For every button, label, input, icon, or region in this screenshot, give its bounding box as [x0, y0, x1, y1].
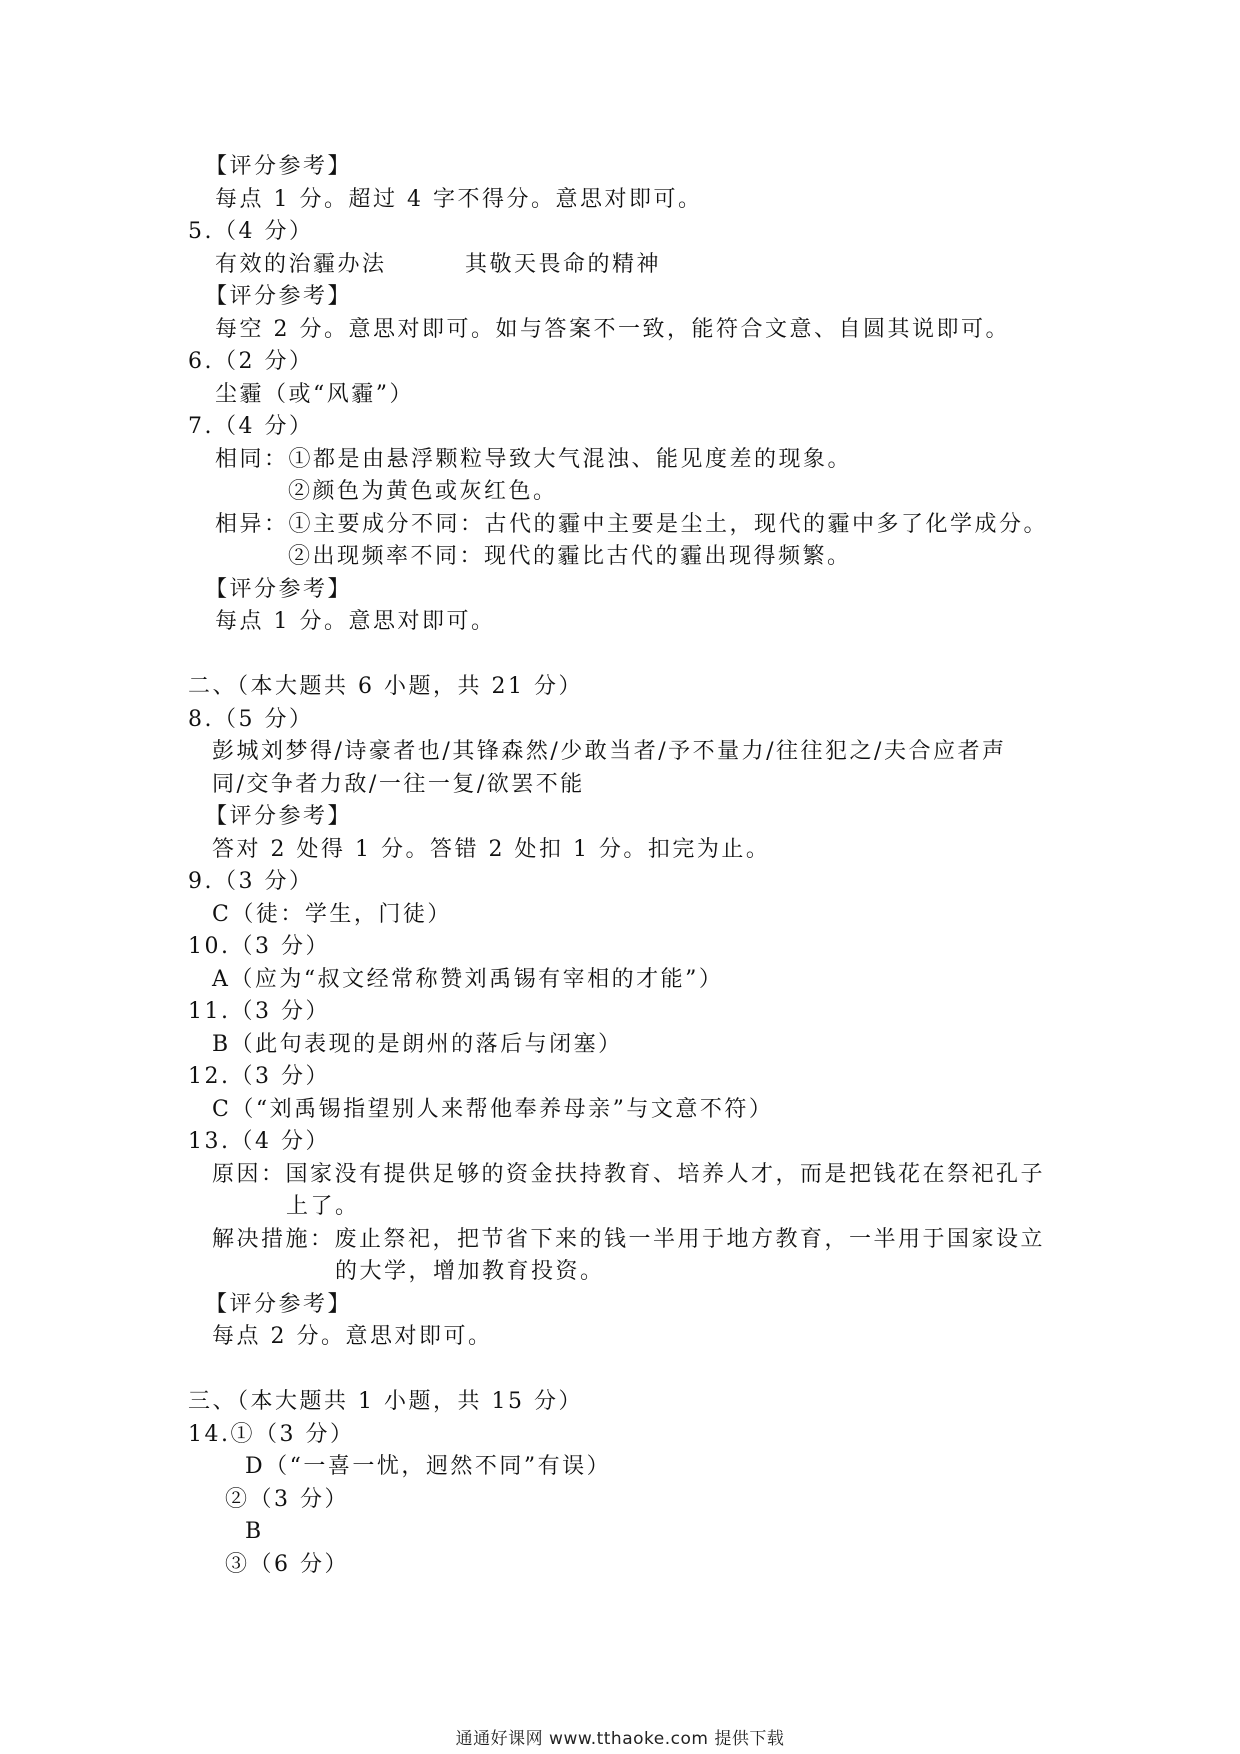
line-17: 8.（5 分）	[188, 707, 314, 732]
line-40: ②（3 分）	[225, 1487, 349, 1512]
line-6: 每空 2 分。意思对即可。如与答案不一致，能符合文意、自圆其说即可。	[215, 317, 1010, 342]
line-4b: 其敬天畏命的精神	[465, 252, 662, 277]
line-23: C（徒：学生，门徒）	[212, 902, 452, 927]
line-26: 11.（3 分）	[188, 999, 330, 1024]
section-two-heading: 二、（本大题共 6 小题，共 21 分）	[188, 674, 583, 699]
line-13: ②出现频率不同：现代的霾比古代的霾出现得频繁。	[288, 544, 852, 569]
line-15: 每点 1 分。意思对即可。	[215, 609, 496, 634]
line-41: B	[245, 1519, 264, 1544]
line-14: 【评分参考】	[205, 577, 353, 602]
line-22: 9.（3 分）	[188, 869, 314, 894]
line-1: 【评分参考】	[205, 154, 353, 179]
line-11: ②颜色为黄色或灰红色。	[288, 479, 558, 504]
section-three-heading: 三、（本大题共 1 小题，共 15 分）	[188, 1389, 583, 1414]
line-29: C（“刘禹锡指望别人来帮他奉养母亲”与文意不符）	[212, 1097, 774, 1122]
line-34: 的大学，增加教育投资。	[335, 1259, 605, 1284]
line-20: 【评分参考】	[205, 804, 353, 829]
line-12: 相异：①主要成分不同：古代的霾中主要是尘土，现代的霾中多了化学成分。	[215, 512, 1049, 537]
line-8: 尘霾（或“风霾”）	[215, 382, 414, 407]
line-25: A（应为“叔文经常称赞刘禹锡有宰相的才能”）	[212, 967, 724, 992]
line-33: 解决措施：废止祭祀，把节省下来的钱一半用于地方教育，一半用于国家设立	[212, 1227, 1046, 1252]
line-3: 5.（4 分）	[188, 219, 314, 244]
line-30: 13.（4 分）	[188, 1129, 330, 1154]
line-7: 6.（2 分）	[188, 349, 314, 374]
line-4a: 有效的治霾办法	[215, 252, 387, 277]
line-35: 【评分参考】	[205, 1292, 353, 1317]
line-2: 每点 1 分。超过 4 字不得分。意思对即可。	[215, 187, 703, 212]
line-5: 【评分参考】	[205, 284, 353, 309]
line-27: B（此句表现的是朗州的落后与闭塞）	[212, 1032, 623, 1057]
line-32: 上了。	[286, 1194, 360, 1219]
line-38: 14.①（3 分）	[188, 1422, 355, 1447]
line-19: 同/交争者力敌/一往一复/欲罢不能	[212, 772, 585, 797]
line-31: 原因：国家没有提供足够的资金扶持教育、培养人才，而是把钱花在祭祀孔子	[212, 1162, 1046, 1187]
line-21: 答对 2 处得 1 分。答错 2 处扣 1 分。扣完为止。	[212, 837, 771, 862]
line-10: 相同：①都是由悬浮颗粒导致大气混浊、能见度差的现象。	[215, 447, 853, 472]
page-footer: 通通好课网 www.tthaoke.com 提供下载	[455, 1729, 785, 1749]
line-36: 每点 2 分。意思对即可。	[212, 1324, 493, 1349]
line-18: 彭城刘梦得/诗豪者也/其锋森然/少敢当者/予不量力/往往犯之/夫合应者声	[212, 739, 1007, 764]
line-39: D（“一喜一忧，迥然不同”有误）	[245, 1454, 612, 1479]
line-9: 7.（4 分）	[188, 414, 314, 439]
line-28: 12.（3 分）	[188, 1064, 330, 1089]
line-42: ③（6 分）	[225, 1552, 349, 1577]
line-24: 10.（3 分）	[188, 934, 330, 959]
